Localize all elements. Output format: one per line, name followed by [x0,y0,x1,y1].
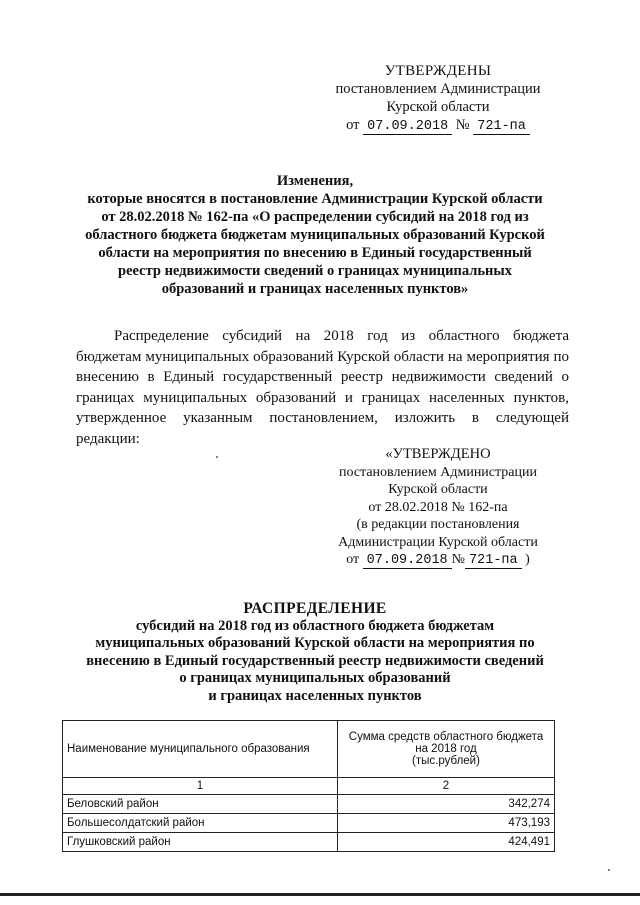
closing-paren: ) [525,552,530,567]
distribution-title [62,600,568,705]
district-name: Большесолдатский район [63,814,338,833]
approval-block-line: Администрации Курской области [338,534,538,550]
number-prefix: № [455,117,470,133]
column-number-row [63,778,555,795]
document-number: 721-па [473,119,530,135]
approval-block [320,446,556,570]
approval-block-date-line [320,551,556,570]
changes-title-line: области на мероприятия по внесению в Единый государственный [98,245,532,261]
table-header-row [63,721,555,778]
changes-title-line: образований и границах населенных пунктов» [161,281,469,297]
column-number: 1 [63,778,338,795]
distribution-heading: РАСПРЕДЕЛЕНИЕ [243,600,387,617]
changes-title-line: которые вносятся в постановление Администрации Курской области [87,191,543,207]
distribution-title-line: муниципальных образований Курской области на мероприятия по [95,635,535,651]
date-prefix: от [346,552,360,567]
column-header-amount-line: Сумма средств областного бюджета [348,731,544,743]
document-number: 721-па [465,553,522,569]
column-header-amount-line: на 2018 год [415,743,477,755]
distribution-title-line: о границах муниципальных образований [179,670,451,686]
column-number: 2 [338,778,555,795]
changes-heading: Изменения, [276,173,354,189]
table-row [63,795,555,814]
changes-title-line: реестр недвижимости сведений о границах муниципальных [118,263,512,279]
subsidy-table [62,720,555,852]
district-amount: 342,274 [338,795,555,814]
scan-speck [216,456,218,458]
approval-header-issuer: постановлением Администрации [335,81,541,97]
approval-header [318,62,558,136]
distribution-title-line: и границах населенных пунктов [208,687,422,704]
document-date: 07.09.2018 [363,119,452,135]
date-prefix: от [346,117,360,133]
number-prefix: № [451,552,466,567]
column-header-name: Наименование муниципального образования [63,721,338,778]
approval-block-title: «УТВЕРЖДЕНО [385,446,491,462]
district-amount: 473,193 [338,814,555,833]
scan-speck [608,869,610,871]
column-header-amount-line: (тыс.рублей) [412,755,480,767]
body-paragraph: Распределение субсидий на 2018 год из областного бюджета бюджетам муниципальных образований Курской области на мероприятия по внесению в Единый государственный реестр недвижимости сведений о границах муниципальных образований и границах населенных пунктов, утвержденное указанным постановлением, изложить в следующей редакции: [76,328,569,447]
district-amount: 424,491 [338,833,555,852]
approval-block-line: от 28.02.2018 № 162-па [368,499,508,515]
changes-title [60,172,570,298]
document-date: 07.09.2018 [363,553,452,569]
district-name: Глушковский район [63,833,338,852]
table-row [63,814,555,833]
approval-block-line: Курской области [388,482,488,497]
scan-edge-line [0,893,640,896]
approval-block-line: (в редакции постановления [356,517,520,532]
approval-block-line: постановлением Администрации [339,464,537,480]
changes-title-line: областного бюджета бюджетам муниципальных образований Курской [85,227,545,243]
distribution-title-line: внесению в Единый государственный реестр недвижимости сведений [86,652,544,669]
approval-header-title: УТВЕРЖДЕНЫ [384,63,492,79]
changes-title-line: от 28.02.2018 № 162-па «О распределении субсидий на 2018 год из [101,209,529,225]
approval-header-region: Курской области [386,99,490,115]
column-header-amount [338,721,555,778]
table-row [63,833,555,852]
distribution-title-line: субсидий на 2018 год из областного бюджета бюджетам [135,617,495,634]
district-name: Беловский район [63,795,338,814]
approval-header-date-line [318,116,558,136]
